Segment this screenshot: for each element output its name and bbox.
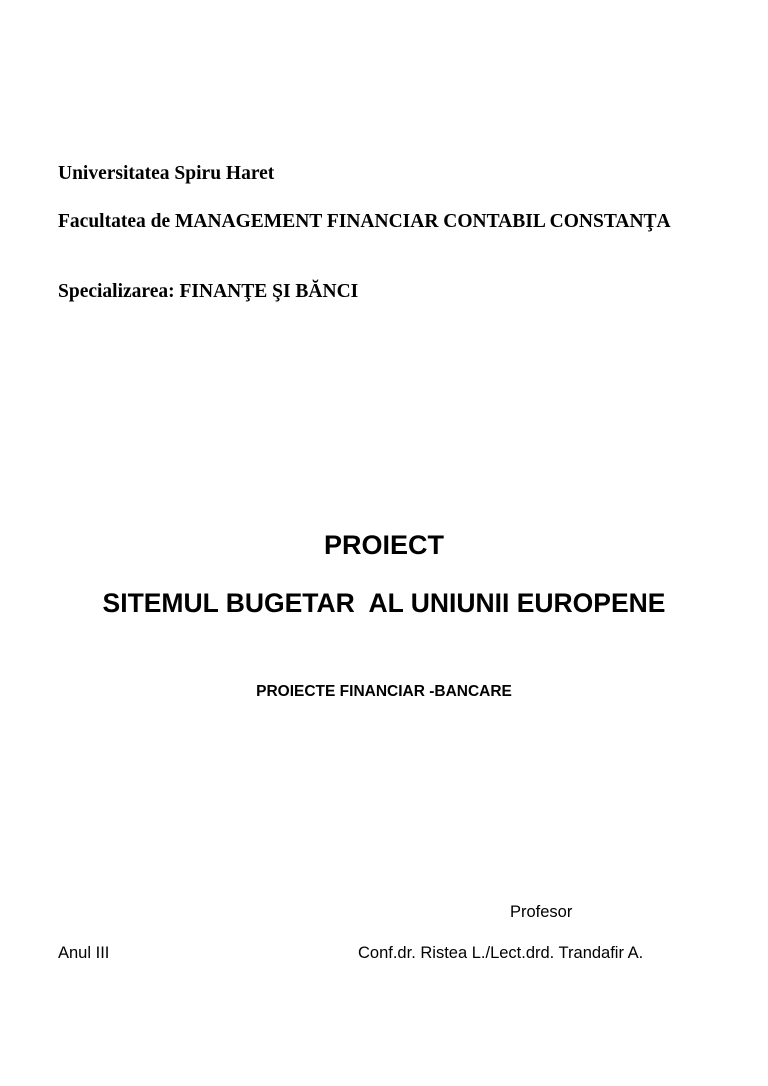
project-label: PROIECT — [323, 530, 444, 560]
year-label: Anul III — [58, 944, 110, 962]
project-subtitle: PROIECTE FINANCIAR -BANCARE — [256, 683, 512, 700]
faculty-name: Facultatea de MANAGEMENT FINANCIAR CONTABIL CONSTANŢA — [58, 211, 671, 232]
university-name: Universitatea Spiru Haret — [58, 163, 275, 184]
specialization: Specializarea: FINANŢE ŞI BĂNCI — [58, 281, 359, 302]
professor-label: Profesor — [510, 903, 573, 921]
professor-names: Conf.dr. Ristea L./Lect.drd. Trandafir A. — [358, 944, 644, 962]
project-title: SITEMUL BUGETAR AL UNIUNII EUROPENE — [102, 588, 666, 618]
